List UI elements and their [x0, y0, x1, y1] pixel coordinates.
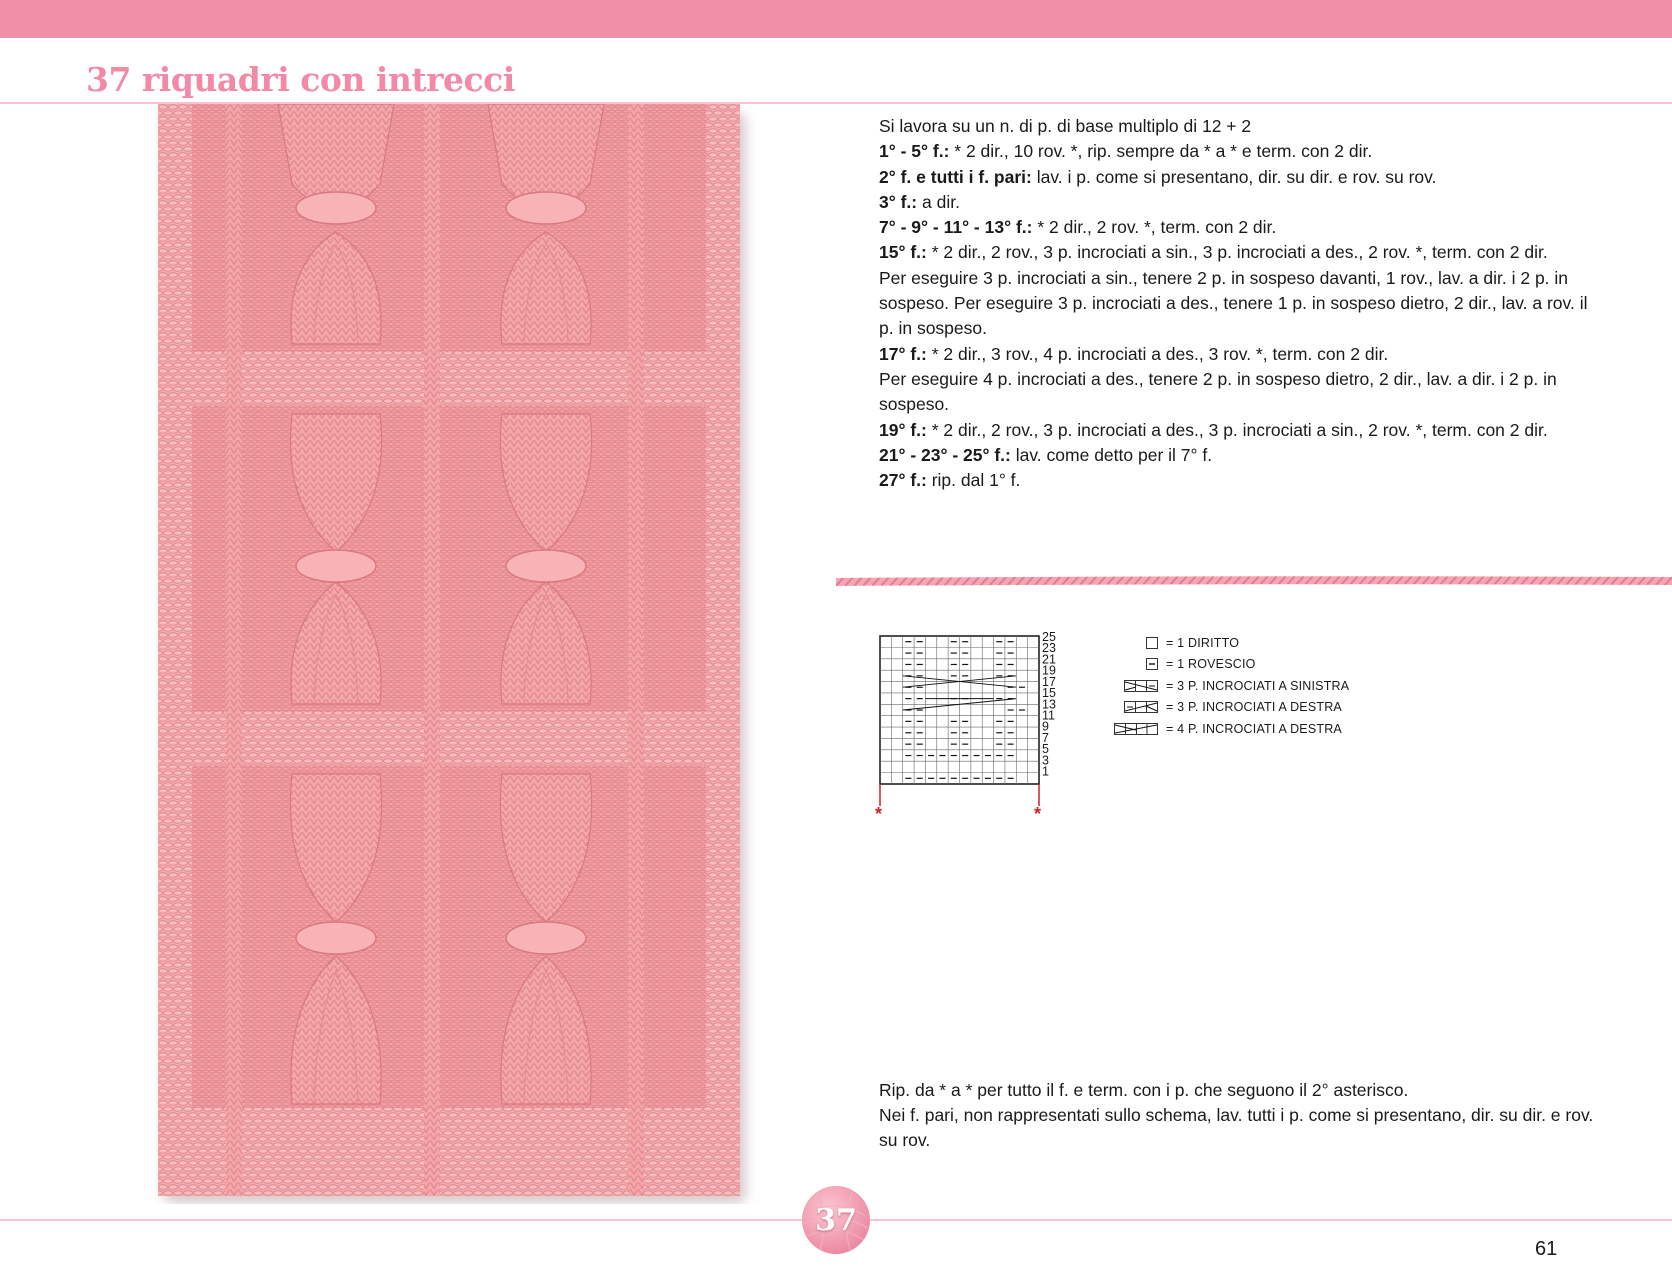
note-line: Rip. da * a * per tutto il f. e term. con i p. che seguono il 2° asterisco.	[879, 1080, 1409, 1100]
dash-square-icon	[1146, 658, 1158, 670]
chart-row-label: 15	[1042, 686, 1056, 701]
legend-item	[1110, 697, 1410, 719]
legend-label: = 3 P. INCROCIATI A SINISTRA	[1166, 678, 1350, 693]
chart-row-label: 19	[1042, 663, 1056, 678]
chart-row-label: 23	[1042, 641, 1056, 656]
chart-row-label: 3	[1042, 753, 1049, 768]
chart-row-label: 13	[1042, 697, 1056, 712]
legend-label: = 4 P. INCROCIATI A DESTRA	[1166, 721, 1342, 736]
legend-label: = 1 ROVESCIO	[1166, 657, 1256, 672]
instruction-line: Per eseguire 4 p. incrociati a des., tenere 2 p. in sospeso dietro, 2 dir., lav. a dir. i 2 p. in sospeso.	[879, 368, 1557, 415]
instruction-line: 19° f.: * 2 dir., 2 rov., 3 p. incrociati a des., 3 p. incrociati a sin., 2 rov. *, term. con 2 dir.	[879, 419, 1548, 440]
yarn-divider	[836, 574, 1672, 588]
chart-row-label: 25	[1042, 630, 1056, 644]
instructions-text	[879, 114, 1594, 493]
instruction-line: 21° - 23° - 25° f.: lav. come detto per il 7° f.	[879, 444, 1213, 465]
chart-row-label: 21	[1042, 652, 1056, 667]
legend-item	[1110, 632, 1410, 654]
page-number: 61	[1535, 1238, 1558, 1260]
instruction-line: Per eseguire 3 p. incrociati a sin., tenere 2 p. in sospeso davanti, 1 rov., lav. a dir. i 2 p. in sospeso. Per eseguire 3 p. incrociati a des., tenere 1 p. in sospeso dietro, 2 dir., lav. a rov. il p. in sospeso.	[879, 267, 1588, 339]
cross-right-3-icon	[1124, 701, 1158, 713]
chart-repeat-markers	[875, 784, 1041, 824]
instruction-line: 27° f.: rip. dal 1° f.	[879, 470, 1021, 491]
chart-row-label: 1	[1042, 764, 1049, 779]
instruction-line: 7° - 9° - 11° - 13° f.: * 2 dir., 2 rov. *, term. con 2 dir.	[879, 217, 1277, 238]
instruction-line: 17° f.: * 2 dir., 3 rov., 4 p. incrociati a des., 3 rov. *, term. con 2 dir.	[879, 343, 1389, 364]
instruction-line: 1° - 5° f.: * 2 dir., 10 rov. *, rip. sempre da * a * e term. con 2 dir.	[879, 141, 1373, 162]
legend-item	[1110, 718, 1410, 740]
knit-swatch-photo	[118, 104, 768, 1204]
repeat-marker-start: *	[875, 804, 883, 824]
legend-label: = 3 P. INCROCIATI A DESTRA	[1166, 700, 1342, 715]
chart-notes	[879, 1078, 1594, 1153]
pattern-number-badge: 37	[815, 1202, 857, 1238]
cross-right-4-icon	[1114, 723, 1158, 735]
instruction-line: 2° f. e tutti i f. pari: lav. i p. come si presentano, dir. su dir. e rov. su rov.	[879, 166, 1437, 187]
legend-item	[1110, 675, 1410, 697]
chart-grid	[880, 636, 1039, 784]
chart-row-label: 5	[1042, 742, 1049, 757]
repeat-marker-end: *	[1034, 804, 1042, 824]
blank-square-icon	[1146, 637, 1158, 649]
page-title: 37 riquadri con intrecci	[86, 60, 515, 99]
note-line: Nei f. pari, non rappresentati sullo schema, lav. tutti i p. come si presentano, dir. su dir. e rov. su rov.	[879, 1105, 1594, 1150]
legend-item	[1110, 654, 1410, 676]
top-color-band	[0, 0, 1672, 38]
stitch-chart	[870, 628, 1070, 828]
chart-row-label: 17	[1042, 674, 1056, 689]
legend-label: = 1 DIRITTO	[1166, 635, 1240, 650]
instruction-line: Si lavora su un n. di p. di base multiplo di 12 + 2	[879, 116, 1252, 136]
chart-legend	[1110, 632, 1410, 740]
cross-left-3-icon	[1124, 680, 1158, 692]
chart-row-label: 11	[1042, 708, 1055, 723]
instruction-line: 3° f.: a dir.	[879, 191, 960, 212]
chart-row-labels	[1042, 630, 1056, 779]
instruction-line: 15° f.: * 2 dir., 2 rov., 3 p. incrociati a sin., 3 p. incrociati a des., 2 rov. *, term. con 2 dir.	[879, 242, 1548, 263]
chart-row-label: 9	[1042, 719, 1049, 734]
chart-row-label: 7	[1042, 730, 1049, 745]
